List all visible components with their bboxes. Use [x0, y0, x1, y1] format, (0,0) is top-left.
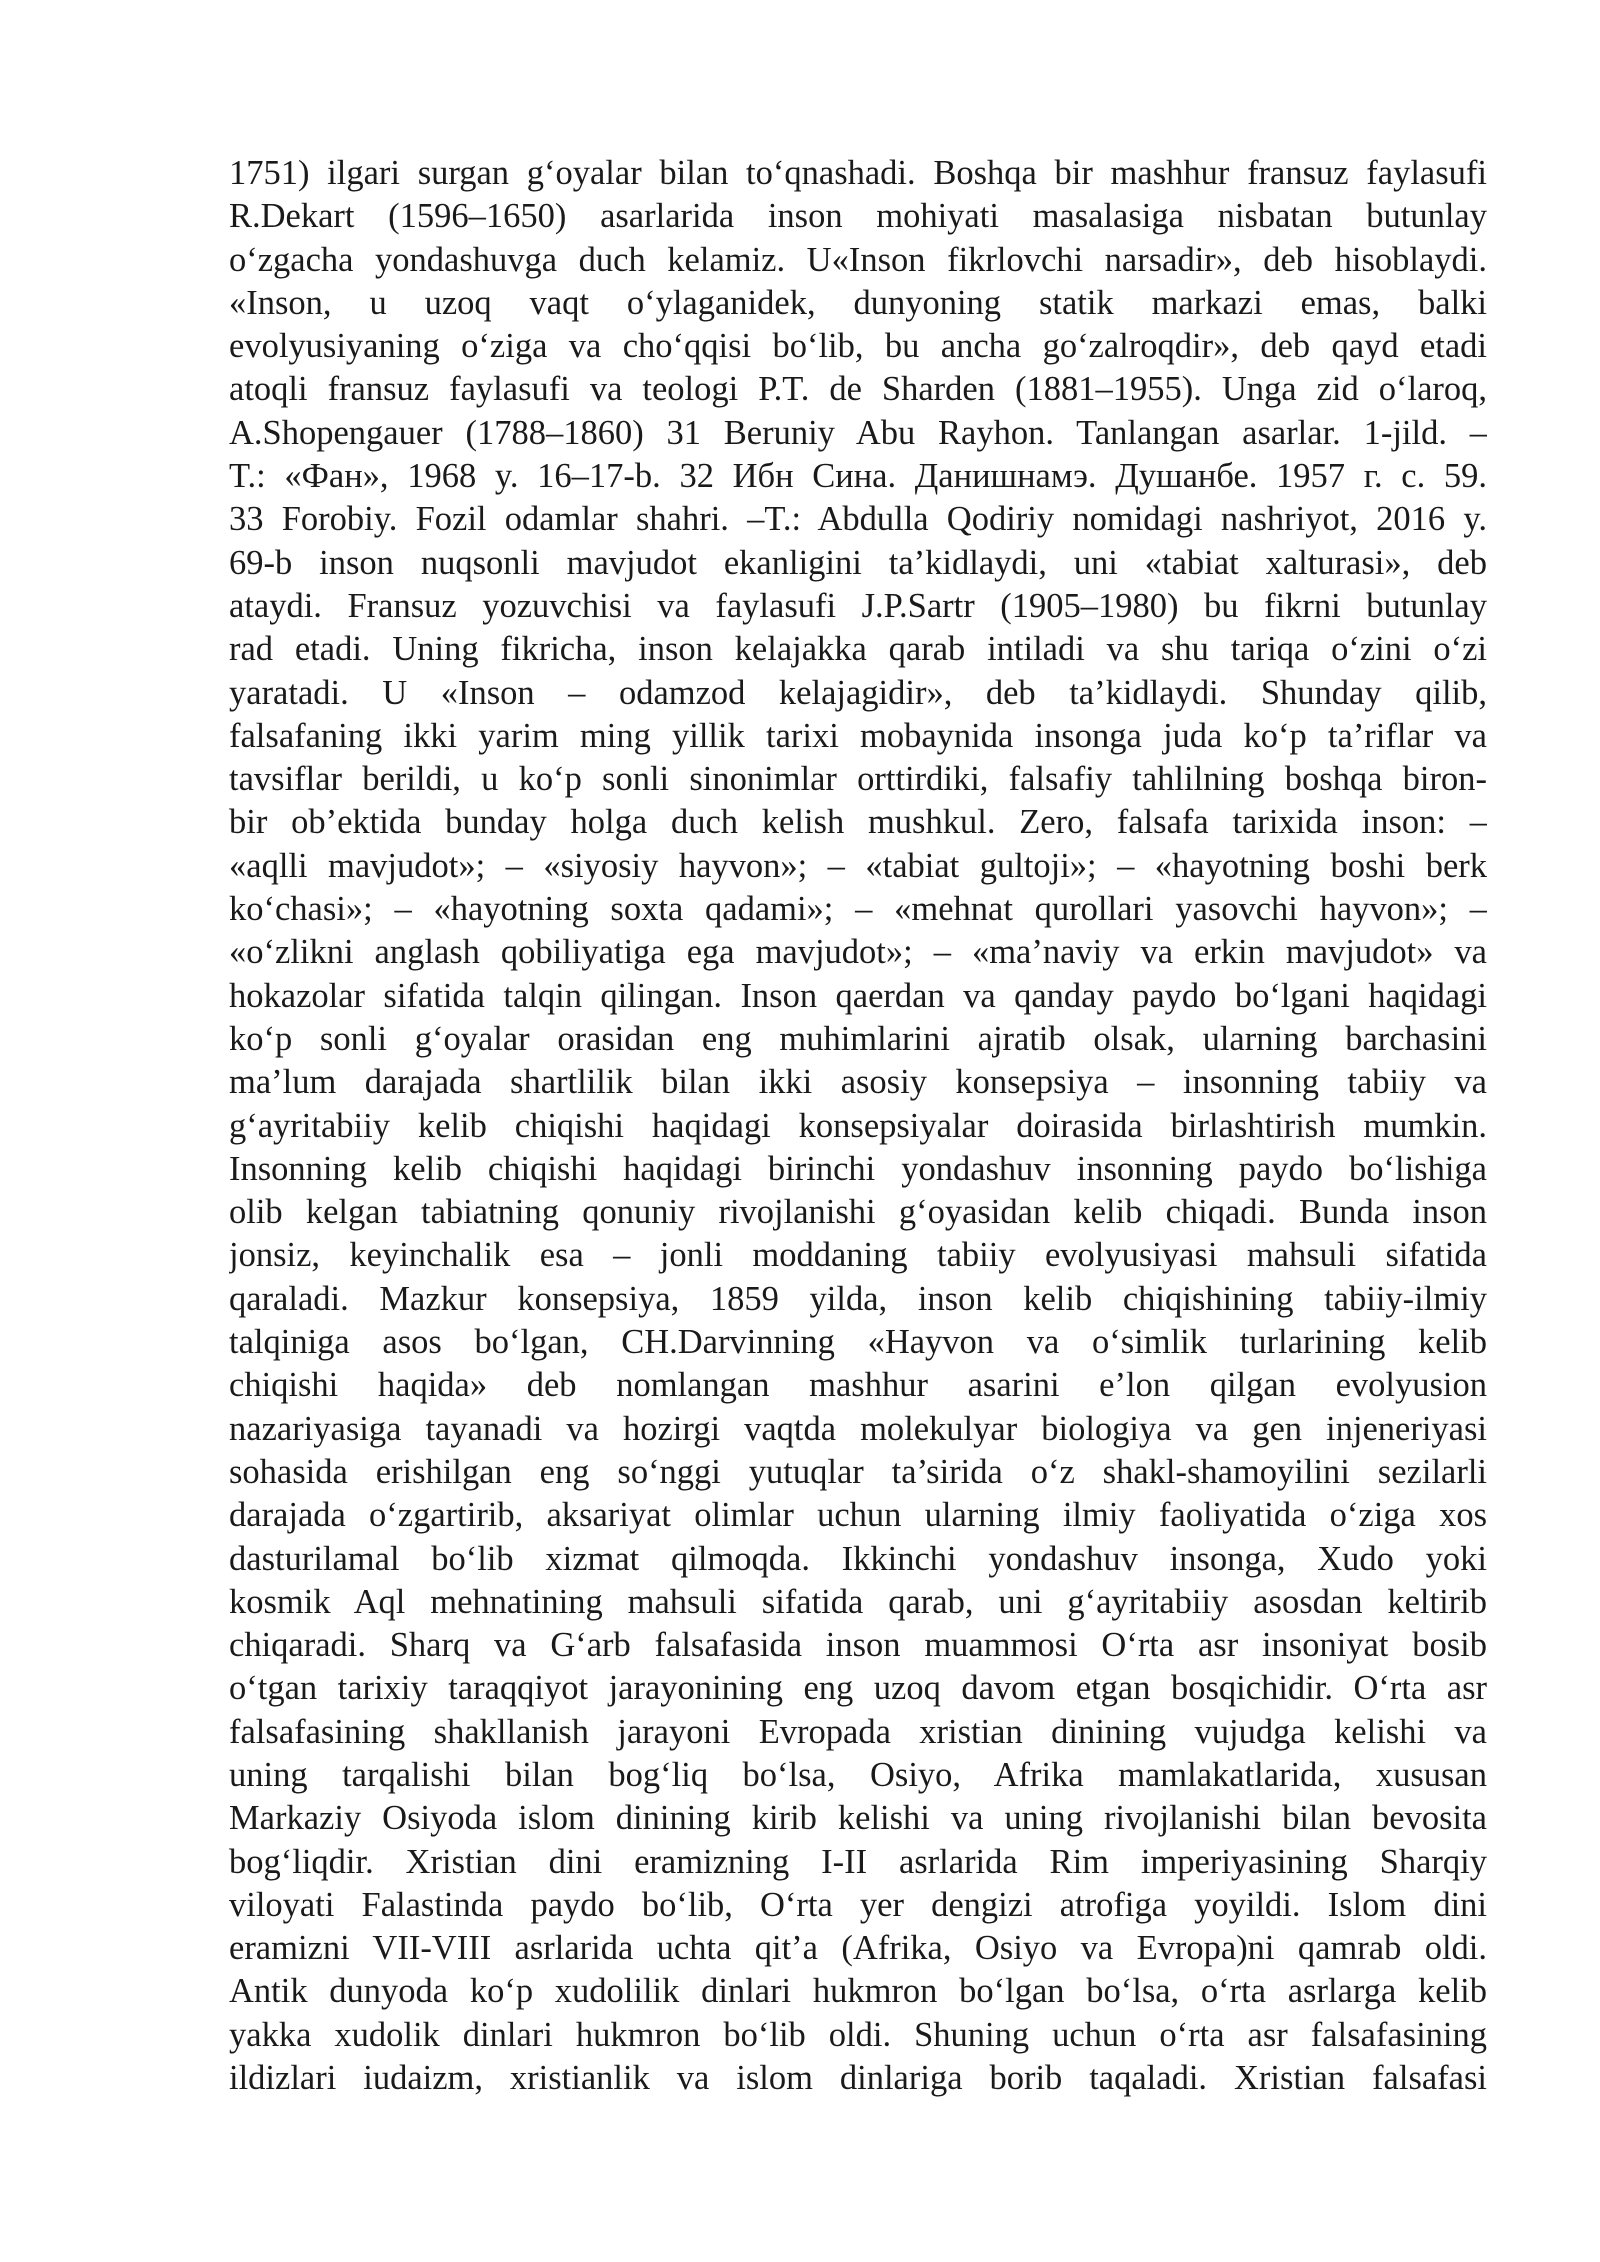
text-line: ildizlari iudaizm, xristianlik va islom dinlariga borib taqaladi. Xristian falsafasi [229, 2059, 1487, 2098]
text-line: 1751) ilgari surgan g‘oyalar bilan to‘qnashadi. Boshqa bir mashhur fransuz faylasufi [229, 154, 1487, 192]
text-line: ko‘p sonli g‘oyalar orasidan eng muhimlarini ajratib olsak, ularning barchasini [229, 1019, 1487, 1058]
text-line: chiqaradi. Sharq va G‘arb falsafasida inson muammosi O‘rta asr insoniyat bosib [229, 1626, 1487, 1665]
text-line: eramizni VII-VIII asrlarida uchta qit’a (Afrika, Osiyo va Evropa)ni qamrab oldi. [229, 1929, 1487, 1968]
text-line: jonsiz, keyinchalik esa – jonli moddaning tabiiy evolyusiyasi mahsuli sifatida [229, 1236, 1487, 1275]
text-line: ma’lum darajada shartlilik bilan ikki asosiy konsepsiya – insonning tabiiy va [229, 1063, 1487, 1102]
text-line: chiqishi haqida» deb nomlangan mashhur asarini e’lon qilgan evolyusion [229, 1366, 1487, 1405]
text-line: sohasida erishilgan eng so‘nggi yutuqlar ta’sirida o‘z shakl-shamoyilini sezilarli [229, 1452, 1487, 1491]
text-line: dasturilamal bo‘lib xizmat qilmoqda. Ikkinchi yondashuv insonga, Xudo yoki [229, 1539, 1487, 1578]
text-line: hokazolar sifatida talqin qilingan. Inson qaerdan va qanday paydo bo‘lgani haqidagi [229, 976, 1487, 1015]
text-line: T.: «Фан», 1968 y. 16–17-b. 32 Ибн Сина. Данишнамэ. Душанбе. 1957 г. с. 59. [229, 457, 1487, 496]
text-line: R.Dekart (1596–1650) asarlarida inson mohiyati masalasiga nisbatan butunlay [229, 197, 1487, 236]
text-line: talqiniga asos bo‘lgan, CH.Darvinning «Hayvon va o‘simlik turlarining kelib [229, 1323, 1487, 1362]
text-line: rad etadi. Uning fikricha, inson kelajakka qarab intiladi va shu tariqa o‘zini o‘zi [229, 630, 1487, 669]
text-line: atoqli fransuz faylasufi va teologi P.T. de Sharden (1881–1955). Unga zid o‘laroq, [229, 370, 1487, 409]
text-line: g‘ayritabiiy kelib chiqishi haqidagi konsepsiyalar doirasida birlashtirish mumkin. [229, 1106, 1487, 1145]
text-line: o‘tgan tarixiy taraqqiyot jarayonining eng uzoq davom etgan bosqichidir. O‘rta asr [229, 1669, 1487, 1708]
text-line: nazariyasiga tayanadi va hozirgi vaqtda molekulyar biologiya va gen injeneriyasi [229, 1409, 1487, 1448]
text-line: «aqlli mavjudot»; – «siyosiy hayvon»; – «tabiat gultoji»; – «hayotning boshi berk [229, 846, 1487, 885]
text-line: ataydi. Fransuz yozuvchisi va faylasufi J.P.Sartr (1905–1980) bu fikrni butunlay [229, 586, 1487, 625]
text-line: kosmik Aql mehnatining mahsuli sifatida qarab, uni g‘ayritabiiy asosdan keltirib [229, 1582, 1487, 1621]
text-line: A.Shopengauer (1788–1860) 31 Beruniy Abu Rayhon. Tanlangan asarlar. 1-jild. – [229, 413, 1487, 452]
text-line: Markaziy Osiyoda islom dinining kirib kelishi va uning rivojlanishi bilan bevosita [229, 1799, 1487, 1838]
text-line: falsafasining shakllanish jarayoni Evropada xristian dinining vujudga kelishi va [229, 1712, 1487, 1751]
text-line: o‘zgacha yondashuvga duch kelamiz. U«Inson fikrlovchi narsadir», deb hisoblaydi. [229, 240, 1487, 279]
text-line: 69-b inson nuqsonli mavjudot ekanligini ta’kidlaydi, uni «tabiat xalturasi», deb [229, 543, 1487, 582]
text-line: «o‘zlikni anglash qobiliyatiga ega mavjudot»; – «ma’naviy va erkin mavjudot» va [229, 933, 1487, 972]
text-line: tavsiflar berildi, u ko‘p sonli sinonimlar orttirdiki, falsafiy tahlilning boshqa biron- [229, 760, 1487, 799]
text-line: evolyusiyaning o‘ziga va cho‘qqisi bo‘lib, bu ancha go‘zalroqdir», deb qayd etadi [229, 327, 1487, 366]
text-line: yaratadi. U «Inson – odamzod kelajagidir», deb ta’kidlaydi. Shunday qilib, [229, 673, 1487, 712]
text-line: Insonning kelib chiqishi haqidagi birinchi yondashuv insonning paydo bo‘lishiga [229, 1149, 1487, 1188]
text-line: yakka xudolik dinlari hukmron bo‘lib oldi. Shuning uchun o‘rta asr falsafasining [229, 2015, 1487, 2054]
text-line: uning tarqalishi bilan bog‘liq bo‘lsa, Osiyo, Afrika mamlakatlarida, xususan [229, 1755, 1487, 1794]
text-line: falsafaning ikki yarim ming yillik tarixi mobaynida insonga juda ko‘p ta’riflar va [229, 716, 1487, 755]
text-line: Antik dunyoda ko‘p xudolilik dinlari hukmron bo‘lgan bo‘lsa, o‘rta asrlarga kelib [229, 1972, 1487, 2011]
text-line: olib kelgan tabiatning qonuniy rivojlanishi g‘oyasidan kelib chiqadi. Bunda inson [229, 1193, 1487, 1232]
text-line: ko‘chasi»; – «hayotning soxta qadami»; – «mehnat qurollari yasovchi hayvon»; – [229, 890, 1487, 929]
text-line: darajada o‘zgartirib, aksariyat olimlar uchun ularning ilmiy faoliyatida o‘ziga xos [229, 1496, 1487, 1535]
text-line: «Inson, u uzoq vaqt o‘ylaganidek, dunyoning statik markazi emas, balki [229, 283, 1487, 322]
text-line: qaraladi. Mazkur konsepsiya, 1859 yilda, inson kelib chiqishining tabiiy-ilmiy [229, 1279, 1487, 1318]
text-line: bog‘liqdir. Xristian dini eramizning I-II asrlarida Rim imperiyasining Sharqiy [229, 1842, 1487, 1881]
body-text [229, 152, 1487, 2100]
text-line: 33 Forobiy. Fozil odamlar shahri. –T.: Abdulla Qodiriy nomidagi nashriyot, 2016 y. [229, 500, 1487, 539]
text-line: viloyati Falastinda paydo bo‘lib, O‘rta yer dengizi atrofiga yoyildi. Islom dini [229, 1885, 1487, 1924]
text-line: bir ob’ektida bunday holga duch kelish mushkul. Zero, falsafa tarixida inson: – [229, 803, 1487, 842]
